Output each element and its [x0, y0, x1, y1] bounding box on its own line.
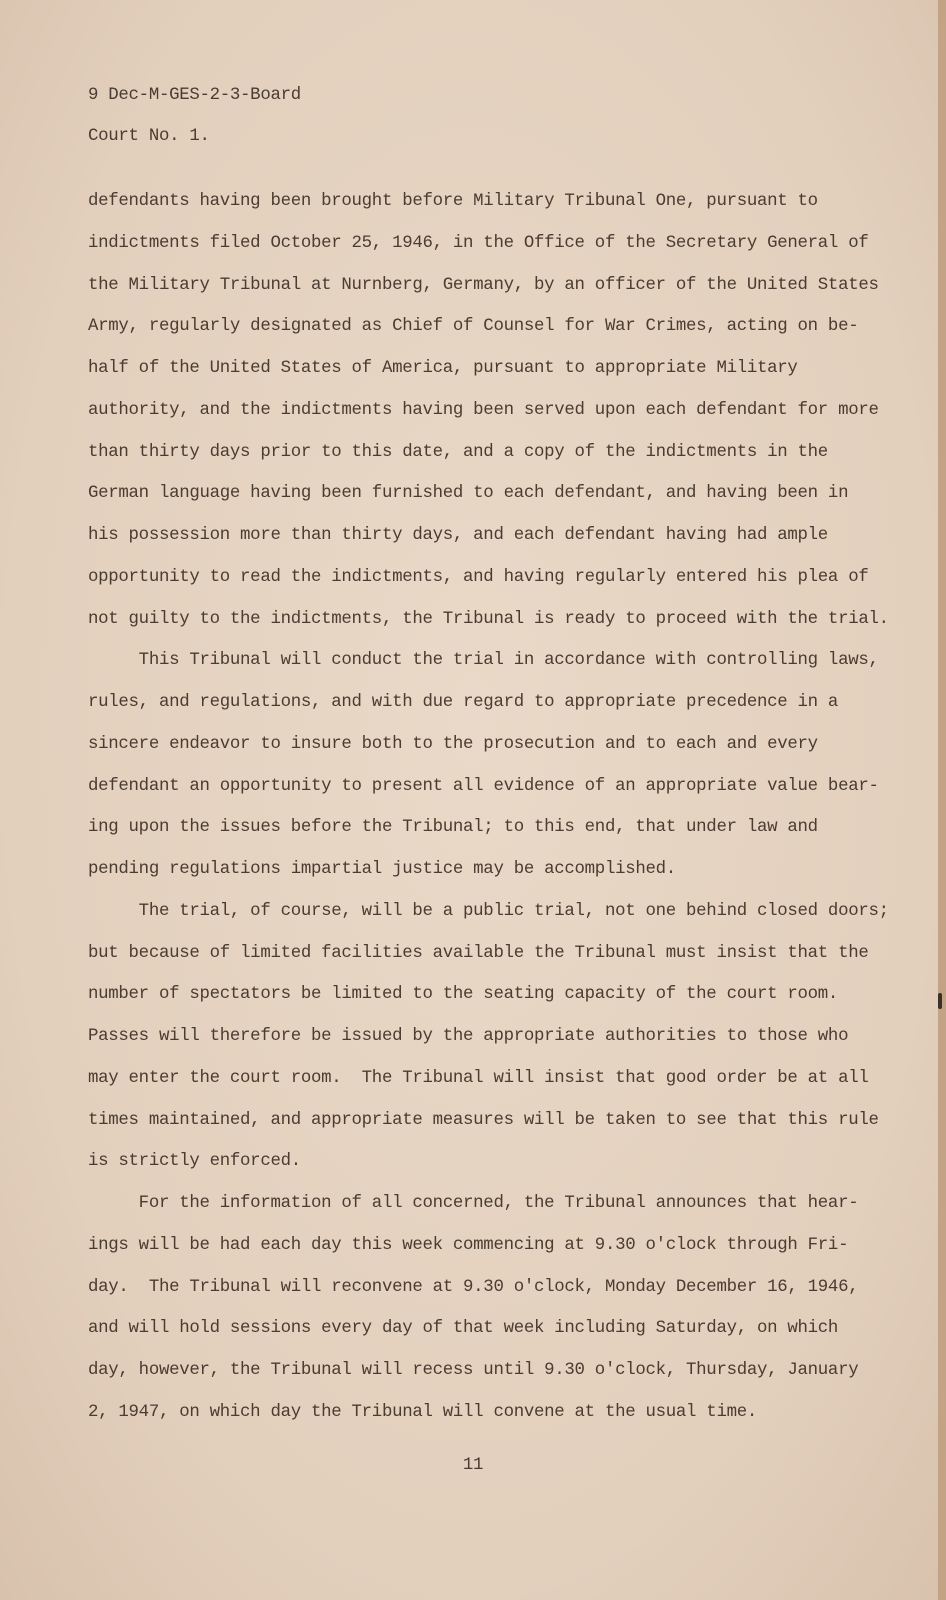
body-line: day. The Tribunal will reconvene at 9.30 o'clock, Monday December 16, 1946, [88, 1277, 859, 1297]
body-line: rules, and regulations, and with due regard to appropriate precedence in a [88, 693, 839, 712]
body-line: day, however, the Tribunal will recess until 9.30 o'clock, Thursday, January [88, 1361, 859, 1380]
body-line: 2, 1947, on which day the Tribunal will convene at the usual time. [88, 1402, 757, 1422]
body-line: Army, regularly designated as Chief of Counsel for War Crimes, acting on be- [88, 317, 859, 337]
body-line: opportunity to read the indictments, and having regularly entered his plea of [88, 567, 869, 587]
body-line: but because of limited facilities available the Tribunal must insist that the [88, 943, 869, 963]
body-line: The trial, of course, will be a public trial, not one behind closed doors; [88, 901, 889, 921]
body-line: defendants having been brought before Military Tribunal One, pursuant to [88, 192, 818, 211]
page-number: 11 [462, 1456, 484, 1475]
page-edge-shadow [938, 0, 946, 1600]
body-line: This Tribunal will conduct the trial in accordance with controlling laws, [88, 651, 879, 671]
body-line: may enter the court room. The Tribunal will insist that good order be at all [88, 1068, 869, 1088]
body-line: times maintained, and appropriate measures will be taken to see that this rule [88, 1110, 879, 1130]
body-line: and will hold sessions every day of that week including Saturday, on which [88, 1319, 839, 1339]
body-line: defendant an opportunity to present all evidence of an appropriate value bear- [88, 776, 879, 796]
body-line: number of spectators be limited to the seating capacity of the court room. [88, 985, 839, 1005]
body-line: For the information of all concerned, the Tribunal announces that hear- [88, 1194, 859, 1213]
body-line: his possession more than thirty days, and each defendant having had ample [88, 526, 828, 545]
margin-tick-mark [938, 993, 942, 1009]
body-line: than thirty days prior to this date, and a copy of the indictments in the [88, 442, 828, 462]
body-line: German language having been furnished to each defendant, and having been in [88, 484, 849, 504]
body-line: ing upon the issues before the Tribunal; to this end, that under law and [88, 818, 818, 838]
body-text [88, 191, 888, 1444]
body-line: pending regulations impartial justice may be accomplished. [88, 860, 676, 879]
body-line: Passes will therefore be issued by the appropriate authorities to those who [88, 1027, 849, 1046]
body-line: is strictly enforced. [88, 1152, 301, 1172]
body-line: half of the United States of America, pursuant to appropriate Military [88, 359, 798, 378]
body-line: indictments filed October 25, 1946, in the Office of the Secretary General of [88, 233, 869, 253]
body-line: the Military Tribunal at Nurnberg, Germany, by an officer of the United States [88, 275, 879, 295]
header-court: Court No. 1. [88, 127, 210, 146]
body-line: authority, and the indictments having been served upon each defendant for more [88, 400, 879, 420]
body-line: sincere endeavor to insure both to the prosecution and to each and every [88, 734, 818, 754]
body-line: ings will be had each day this week commencing at 9.30 o'clock through Fri- [88, 1235, 849, 1255]
body-line: not guilty to the indictments, the Tribunal is ready to proceed with the trial. [88, 609, 889, 629]
header-reference: 9 Dec-M-GES-2-3-Board [88, 86, 301, 105]
